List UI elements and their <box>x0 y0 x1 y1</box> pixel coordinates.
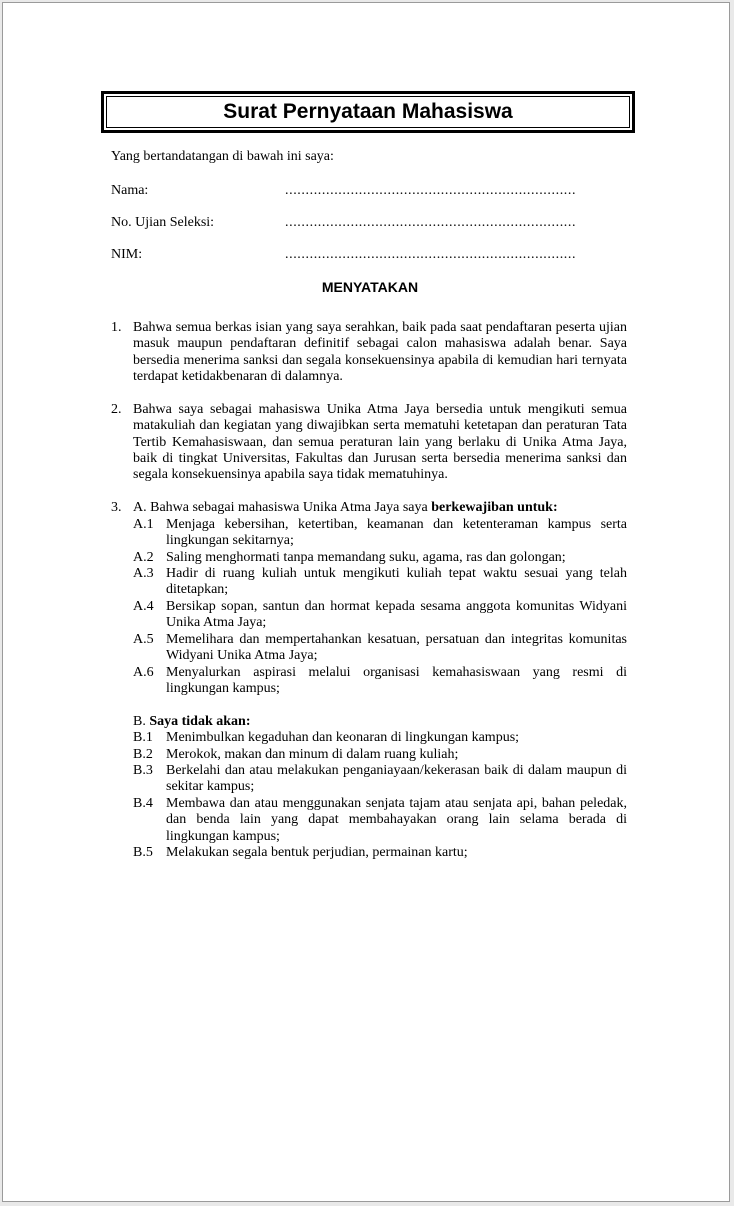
field-label-nim: NIM: <box>111 247 143 262</box>
sub-item-text: Memelihara dan mempertahankan kesatuan, persatuan dan integritas komunitas Widyani Unika Atma Jaya; <box>166 632 627 664</box>
sub-item-text: Hadir di ruang kuliah untuk mengikuti kuliah tepat waktu sesuai yang telah ditetapkan; <box>166 566 627 598</box>
item-number: 3. <box>111 500 122 515</box>
section-a-intro-text: A. Bahwa sebagai mahasiswa Unika Atma Jaya saya <box>133 500 432 515</box>
sub-item-text: Melakukan segala bentuk perjudian, permainan kartu; <box>166 845 468 860</box>
title-frame <box>101 91 635 133</box>
intro-text: Yang bertandatangan di bawah ini saya: <box>111 149 334 164</box>
sub-item-text: Saling menghormati tanpa memandang suku, agama, ras dan golongan; <box>166 550 566 565</box>
field-label-no-ujian: No. Ujian Seleksi: <box>111 215 215 230</box>
sub-item-text: Menimbulkan kegaduhan dan keonaran di lingkungan kampus; <box>166 730 520 745</box>
section-a-intro <box>133 500 558 516</box>
document-title: Surat Pernyataan Mahasiswa <box>106 96 630 128</box>
sub-item-text: Bersikap sopan, santun dan hormat kepada sesama anggota komunitas Widyani Unika Atma Jaya; <box>166 599 627 631</box>
sub-item-text: Menjaga kebersihan, ketertiban, keamanan dan ketenteraman kampus serta lingkungan sekitarnya; <box>166 517 627 549</box>
section-a-intro-bold: berkewajiban untuk: <box>431 500 558 515</box>
field-dots-no-ujian[interactable]: ....................................................................... <box>285 215 577 230</box>
item-number: 1. <box>111 320 122 335</box>
section-b-intro-text: B. <box>133 714 150 729</box>
sub-item-text: Berkelahi dan atau melakukan penganiayaan/kekerasan baik di dalam maupun di sekitar kampus; <box>166 763 627 795</box>
sub-item-code: A.2 <box>133 550 154 565</box>
sub-item-text: Membawa dan atau menggunakan senjata tajam atau senjata api, bahan peledak, dan benda lain yang dapat membahayakan orang lain selama berada di lingkungan kampus; <box>166 796 627 844</box>
sub-item-code: B.1 <box>133 730 153 745</box>
sub-item-code: A.3 <box>133 566 154 581</box>
field-label-nama: Nama: <box>111 183 149 198</box>
list-item: Bahwa semua berkas isian yang saya serahkan, baik pada saat pendaftaran peserta ujian masuk maupun pendaftaran definitif sebagai calon mahasiswa adalah benar. Saya bersedia menerima sanksi dan segala konsekuensinya apabila di kemudian hari ternyata terdapat ketidakbenaran di dalamnya. <box>133 320 627 384</box>
sub-item-code: A.1 <box>133 517 154 532</box>
field-dots-nim[interactable]: ....................................................................... <box>285 247 577 262</box>
sub-item-code: B.5 <box>133 845 153 860</box>
sub-item-code: A.6 <box>133 665 154 680</box>
sub-item-code: B.4 <box>133 796 153 811</box>
section-heading: MENYATAKAN <box>321 279 419 295</box>
sub-item-code: A.5 <box>133 632 154 647</box>
sub-item-code: B.3 <box>133 763 153 778</box>
item-number: 2. <box>111 402 122 417</box>
sub-item-text: Menyalurkan aspirasi melalui organisasi kemahasiswaan yang resmi di lingkungan kampus; <box>166 665 627 697</box>
section-b-intro-bold: Saya tidak akan: <box>149 714 251 729</box>
list-item: Bahwa saya sebagai mahasiswa Unika Atma Jaya bersedia untuk mengikuti semua matakuliah dan kegiatan yang diwajibkan serta mematuhi ketetapan dan peraturan Tata Tertib Kemahasiswaan, dan semua peraturan lain yang berlaku di Unika Atma Jaya, baik di tingkat Universitas, Fakultas dan Jurusan serta bersedia menerima sanksi dan segala konsekuensinya apabila saya tidak mematuhinya. <box>133 402 627 483</box>
sub-item-code: A.4 <box>133 599 154 614</box>
sub-item-text: Merokok, makan dan minum di dalam ruang kuliah; <box>166 747 459 762</box>
document-page <box>2 2 730 1202</box>
field-dots-nama[interactable]: ....................................................................... <box>285 183 577 198</box>
section-b-intro <box>133 714 251 730</box>
sub-item-code: B.2 <box>133 747 153 762</box>
